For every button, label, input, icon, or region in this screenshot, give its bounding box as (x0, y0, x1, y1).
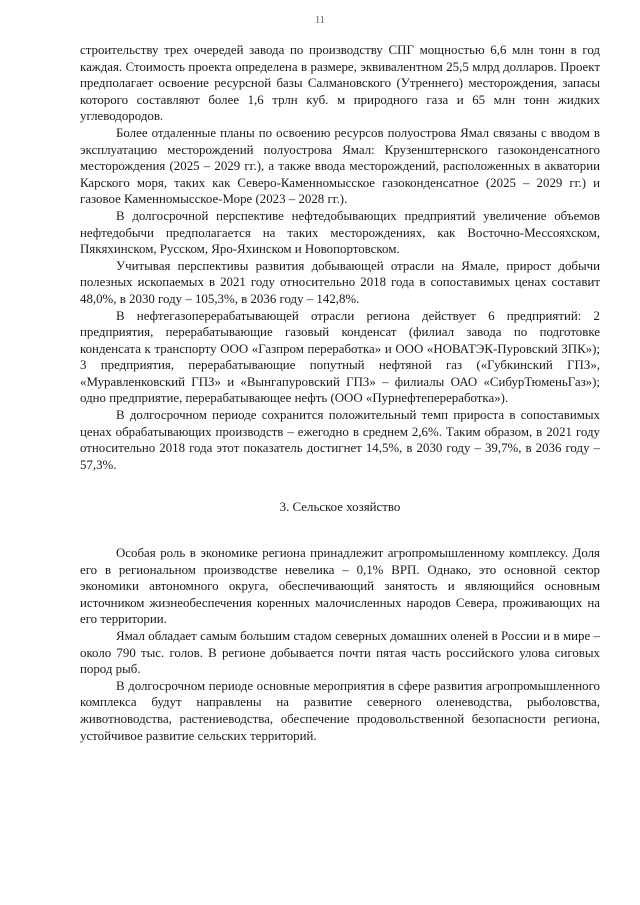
paragraph-reindeer-fish: Ямал обладает самым большим стадом северных домашних оленей в России и в мире – около 790 тыс. голов. В регионе добывается почти пятая часть российского улова сиговых пород рыб. (80, 629, 600, 677)
document-body (80, 42, 600, 744)
paragraph-lng-plant: строительству трех очередей завода по производству СПГ мощностью 6,6 млн тонн в год каждая. Стоимость проекта определена в размере, эквивалентном 25,5 млрд долларов. Проект предполагает освоение ресурсной базы Салмановского (Утреннего) месторождения, запасы которого составляют более 1,6 трлн куб. м природного газа и 65 млн тонн жидких углеводородов. (80, 43, 600, 124)
paragraph-agro-measures: В долгосрочном периоде основные мероприятия в сфере развития агропромышленного комплекса будут направлены на развитие северного оленеводства, рыболовства, животноводства, растениеводства, обеспечение продовольственной безопасности региона, устойчивое развитие сельских территорий. (80, 678, 600, 743)
paragraph-oil-outlook: В долгосрочной перспективе нефтедобывающих предприятий увеличение объемов нефтедобычи предполагается на таких месторождениях, как Восточно-Мессояхском, Пякяхинском, Русском, Яро-Яхинском и Новопортовском. (80, 208, 600, 257)
section-heading: 3. Сельское хозяйство (279, 500, 401, 515)
page-number: 11 (315, 15, 325, 26)
paragraph-yamal-plans: Более отдаленные планы по освоению ресурсов полуострова Ямал связаны с вводом в эксплуатацию месторождений полуострова Ямал: Крузенштернского газоконденсатного месторождения (2025 – 2029 гг.), а также ввода месторождений, расположенных в акватории Карского моря, таких как Северо-Каменномысское газоконденсатное (2025 – 2029 гг.) и газовое Каменномысское-Море (2023 – 2028 гг.). (80, 125, 600, 207)
paragraph-refining-enterprises: В нефтегазоперерабатывающей отрасли региона действует 6 предприятий: 2 предприятия, перерабатывающие газовый конденсат (филиал завода по подготовке конденсата к транспорту ООО «Газпром переработка» и ООО «НОВАТЭК-Пуровский ЗПК»); 3 предприятия, перерабатывающие попутный нефтяной газ («Губкинский ГПЗ», «Муравленковский ГПЗ» и «Вынгапуровский ГПЗ» – филиалы ОАО «СибурТюменьГаз»); одно предприятие, перерабатывающее нефть (ООО «Пурнефтепереработка»). (80, 308, 600, 406)
paragraph-agro-role: Особая роль в экономике региона принадлежит агропромышленному комплексу. Доля его в региональном производстве невелика – 0,1% ВРП. Однако, это основной сектор экономики автономного округа, обеспечивающий занятость и являющийся основным источником жизнеобеспечения коренных малочисленных народов Севера, проживающих на его территории. (80, 546, 600, 627)
paragraph-manufacturing-growth: В долгосрочном периоде сохранится положительный темп прироста в сопоставимых ценах обрабатывающих производств – ежегодно в среднем 2,6%. Таким образом, в 2021 году относительно 2018 года этот показатель достигнет 14,5%, в 2030 году – 39,7%, в 2036 году – 57,3%. (80, 408, 600, 472)
paragraph-extraction-growth: Учитывая перспективы развития добывающей отрасли на Ямале, прирост добычи полезных ископаемых в 2021 году относительно 2018 года в сопоставимых ценах составит 48,0%, в 2030 году – 105,3%, в 2036 году – 142,8%. (80, 258, 600, 306)
